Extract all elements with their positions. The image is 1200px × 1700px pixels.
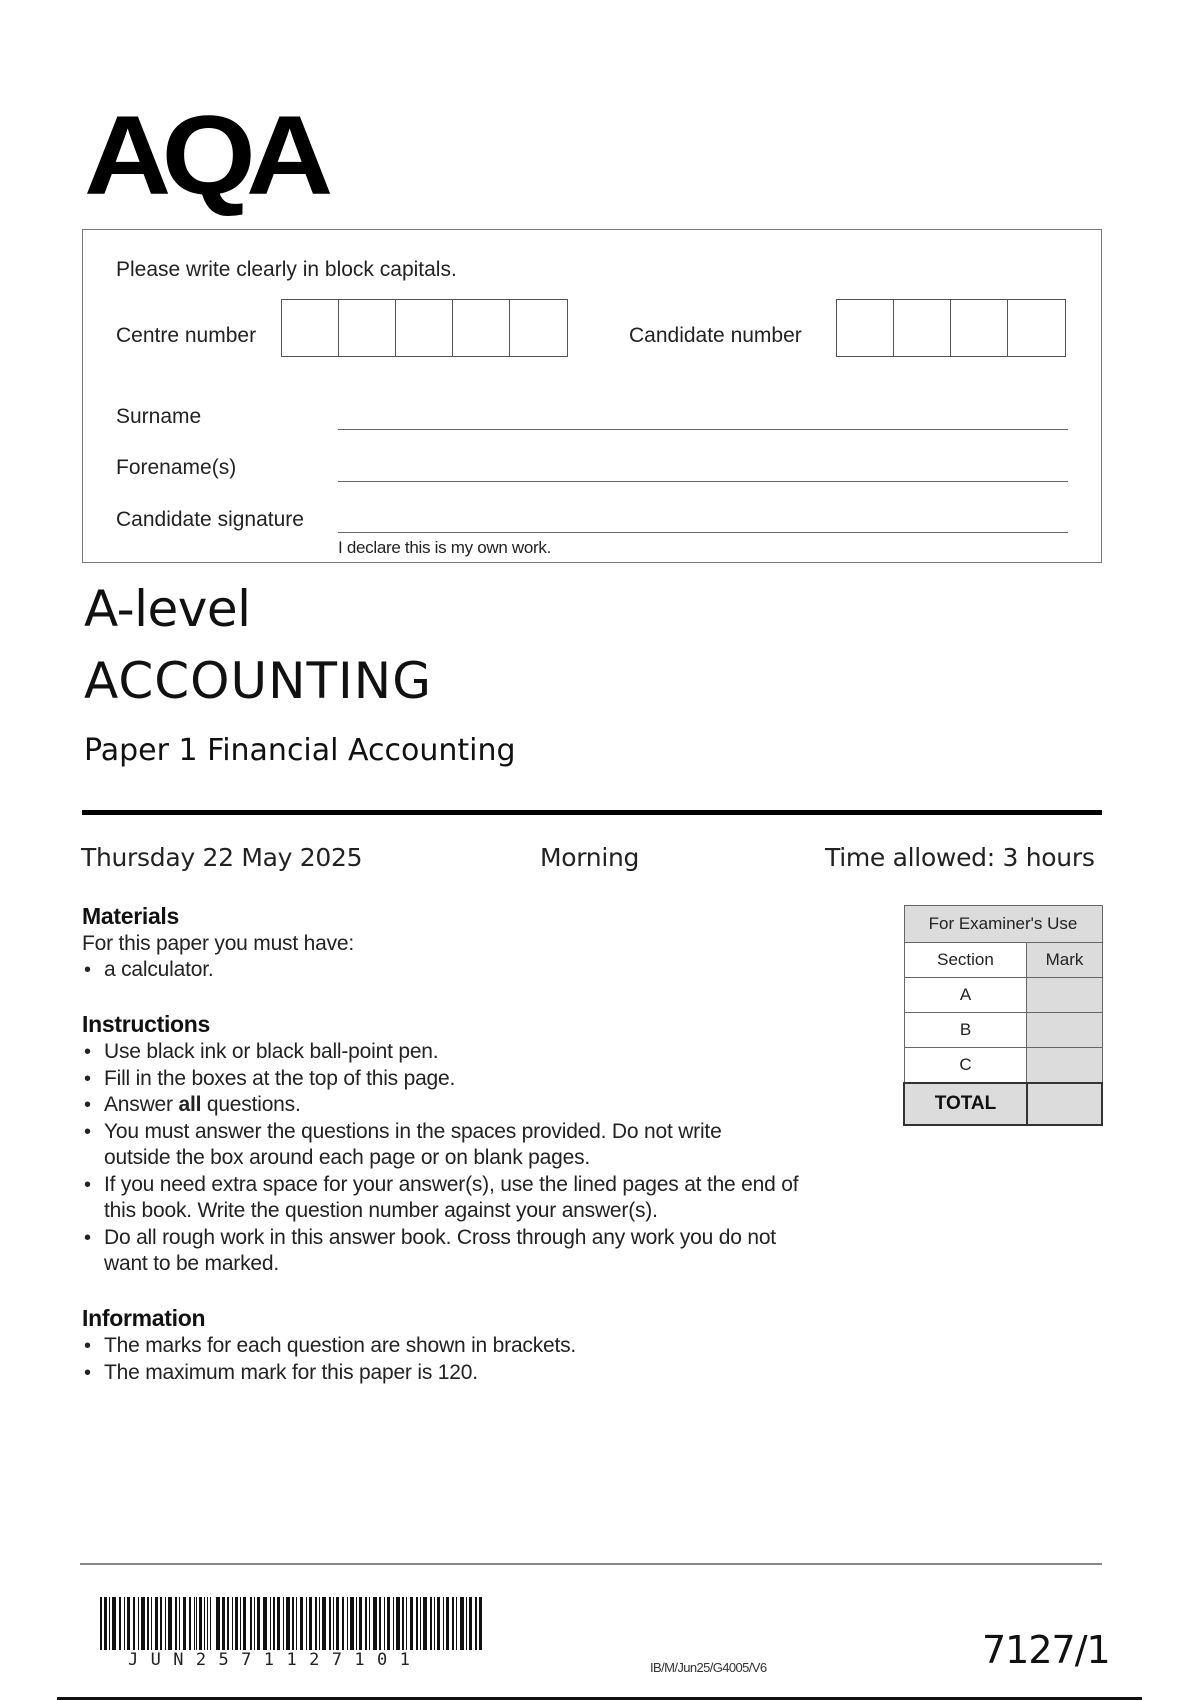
materials-list <box>82 957 842 984</box>
mark-column-header: Mark <box>1027 943 1102 978</box>
forenames-field[interactable] <box>338 481 1068 482</box>
exam-session: Morning <box>540 843 640 872</box>
materials-item: • a calculator. <box>82 957 842 984</box>
instruction-text: questions. <box>201 1093 301 1116</box>
instructions-list <box>82 1039 842 1278</box>
section-b-label: B <box>904 1013 1027 1048</box>
time-allowed: Time allowed: 3 hours <box>825 843 1095 872</box>
total-label: TOTAL <box>904 1083 1027 1125</box>
centre-number-digit-4[interactable] <box>453 300 510 356</box>
section-a-label: A <box>904 978 1027 1013</box>
candidate-number-digit-3[interactable] <box>951 300 1008 356</box>
instruction-item: • Fill in the boxes at the top of this page. <box>82 1066 842 1093</box>
candidate-number-digit-1[interactable] <box>837 300 894 356</box>
information-item: • The maximum mark for this paper is 120. <box>82 1360 842 1387</box>
qualification-level: A-level <box>84 580 251 638</box>
paper-title: Paper 1 Financial Accounting <box>84 733 516 768</box>
examiner-use-table <box>903 905 1103 1126</box>
instruction-text: Answer <box>104 1093 179 1116</box>
aqa-logo: AQA <box>84 93 324 218</box>
candidate-number-digit-4[interactable] <box>1008 300 1065 356</box>
forenames-label: Forename(s) <box>116 456 237 479</box>
barcode-number: JUN2571127101 <box>128 1650 423 1670</box>
instruction-item: • Do all rough work in this answer book. Cross through any work you do not want to be marked. <box>82 1225 782 1278</box>
exam-date: Thursday 22 May 2025 <box>81 843 363 872</box>
instruction-item <box>82 1092 842 1119</box>
section-a-mark <box>1027 978 1102 1013</box>
section-c-label: C <box>904 1048 1027 1083</box>
declaration-text: I declare this is my own work. <box>338 538 552 557</box>
block-capitals-instruction: Please write clearly in block capitals. <box>116 258 457 281</box>
centre-number-digit-3[interactable] <box>396 300 453 356</box>
section-c-mark <box>1027 1048 1102 1083</box>
candidate-number-boxes <box>836 299 1066 357</box>
candidate-details-box <box>82 229 1102 563</box>
document-reference-code: IB/M/Jun25/G4005/V6 <box>650 1660 767 1675</box>
barcode-icon <box>100 1597 482 1650</box>
total-mark <box>1027 1083 1102 1125</box>
signature-field[interactable] <box>338 532 1068 533</box>
section-column-header: Section <box>904 943 1027 978</box>
information-item: • The marks for each question are shown in brackets. <box>82 1333 842 1360</box>
instruction-item: • If you need extra space for your answer(s), use the lined pages at the end of this book. Write the question number against your answer(s). <box>82 1172 822 1225</box>
surname-field[interactable] <box>338 429 1068 430</box>
instructions-heading: Instructions <box>82 1011 211 1037</box>
header-divider <box>82 810 1102 815</box>
instruction-item: • Use black ink or black ball-point pen. <box>82 1039 842 1066</box>
centre-number-digit-1[interactable] <box>282 300 339 356</box>
centre-number-boxes <box>281 299 568 357</box>
candidate-number-digit-2[interactable] <box>894 300 951 356</box>
surname-label: Surname <box>116 405 202 428</box>
footer-divider <box>80 1563 1102 1565</box>
examiner-table-title: For Examiner's Use <box>904 906 1102 943</box>
centre-number-digit-2[interactable] <box>339 300 396 356</box>
centre-number-digit-5[interactable] <box>510 300 567 356</box>
centre-number-label: Centre number <box>116 324 257 347</box>
candidate-number-label: Candidate number <box>629 324 802 347</box>
instruction-emphasis: all <box>178 1093 202 1116</box>
information-heading: Information <box>82 1305 206 1331</box>
section-b-mark <box>1027 1013 1102 1048</box>
materials-heading: Materials <box>82 903 180 929</box>
paper-code: 7127/1 <box>982 1628 1110 1672</box>
signature-label: Candidate signature <box>116 508 304 531</box>
information-list <box>82 1333 842 1386</box>
materials-intro: For this paper you must have: <box>82 932 354 955</box>
instruction-item: • You must answer the questions in the spaces provided. Do not write outside the box around each page or on blank pages. <box>82 1119 782 1172</box>
subject-title: ACCOUNTING <box>84 652 432 710</box>
